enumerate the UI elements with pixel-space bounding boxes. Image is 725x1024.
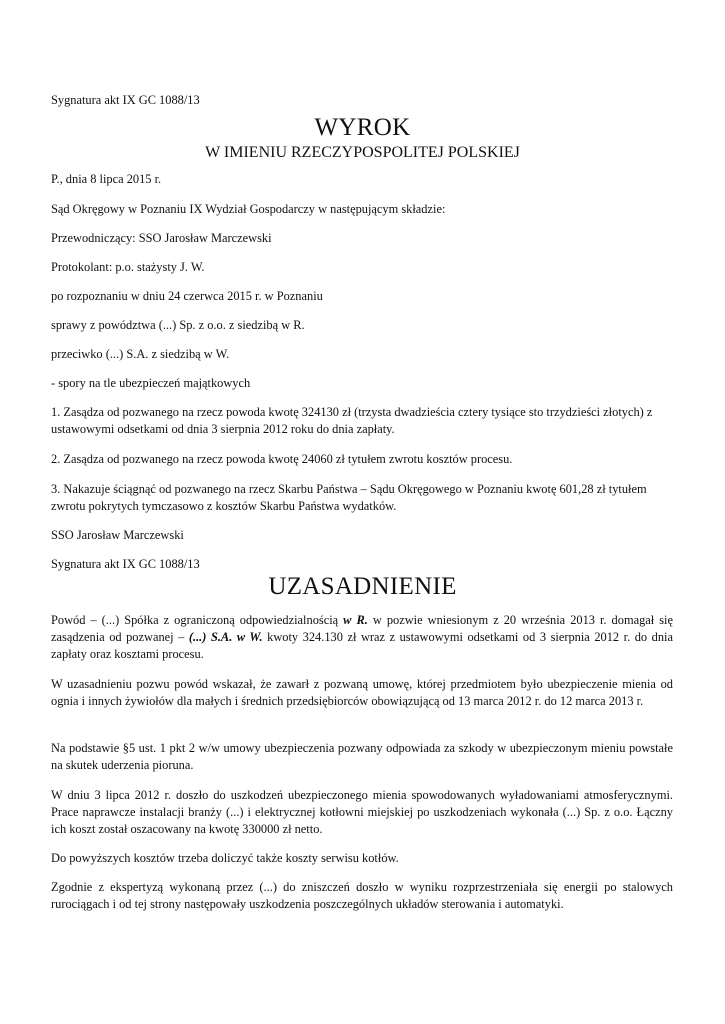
- justification-paragraph-5: Do powyższych kosztów trzeba doliczyć także koszty serwisu kotłów.: [51, 851, 399, 865]
- court-clerk: Protokolant: p.o. stażysty J. W.: [51, 260, 205, 274]
- justification-paragraph-3: Na podstawie §5 ust. 1 pkt 2 w/w umowy ubezpieczenia pozwany odpowiada za szkody w ubezpieczonym mieniu powstałe na skutek uderzenia pioruna.: [51, 741, 673, 773]
- verdict-point-2: 2. Zasądza od pozwanego na rzecz powoda kwotę 24060 zł tytułem zwrotu kosztów procesu.: [51, 452, 513, 466]
- p1-bold-b: (...) S.A. w W.: [188, 630, 263, 645]
- case-signature-2: Sygnatura akt IX GC 1088/13: [51, 557, 200, 571]
- judge-signature: SSO Jarosław Marczewski: [51, 528, 184, 542]
- p1-text-c: kwoty 324.130 zł wraz z ustawowymi odsetkami od 3 sierpnia 2012 r. do dnia zapłaty oraz kosztami procesu.: [51, 630, 673, 662]
- justification-paragraph-4: W dniu 3 lipca 2012 r. doszło do uszkodzeń ubezpieczonego mienia spowodowanych wyładowaniami atmosferycznymi. Prace naprawcze instalacji branży (...) i elektrycznej kotłowni miejskiej po uszkodzeniach wykonała (...) Sp. z o.o. Łączny ich koszt został oszacowany na kwotę 330000 zł netto.: [51, 788, 673, 837]
- case-signature: Sygnatura akt IX GC 1088/13: [51, 93, 200, 107]
- p1-bold-a: w R.: [343, 613, 368, 627]
- place-date: P., dnia 8 lipca 2015 r.: [51, 172, 162, 186]
- p1-text-b: w pozwie wniesionym z 20 września 2013 r. domagał się zasądzenia od pozwanej –: [51, 613, 673, 645]
- presiding-judge: Przewodniczący: SSO Jarosław Marczewski: [51, 231, 272, 245]
- case-defendant: przeciwko (...) S.A. z siedzibą w W.: [51, 347, 230, 361]
- justification-paragraph-2: W uzasadnieniu pozwu powód wskazał, że zawarł z pozwaną umowę, której przedmiotem było ubezpieczenie mienia od ognia i innych żywiołów dla małych i średnich przedsiębiorców obowiązującą od 13 marca 2012 r. do 12 marca 2013 r.: [51, 677, 673, 709]
- court-composition: Sąd Okręgowy w Poznaniu IX Wydział Gospodarczy w następującym składzie:: [51, 202, 446, 216]
- verdict-point-1: 1. Zasądza od pozwanego na rzecz powoda kwotę 324130 zł (trzysta dwadzieścia cztery tysiące sto trzydzieści złotych) z ustawowymi odsetkami od dnia 3 sierpnia 2012 roku do dnia zapłaty.: [51, 405, 653, 437]
- justification-paragraph-6: Zgodnie z ekspertyzą wykonaną przez (...) do zniszczeń doszło w wyniku rozprzestrzeniała się energii po stalowych rurociągach i od tej strony następowały uszkodzenia poszczególnych układów sterowania i automatyki.: [51, 880, 673, 912]
- verdict-point-3: 3. Nakazuje ściągnąć od pozwanego na rzecz Skarbu Państwa – Sądu Okręgowego w Poznaniu kwotę 601,28 zł tytułem zwrotu pokrytych tymczasowo z kosztów Skarbu Państwa wydatków.: [51, 482, 647, 514]
- case-plaintiff: sprawy z powództwa (...) Sp. z o.o. z siedzibą w R.: [51, 318, 305, 332]
- case-subject: - spory na tle ubezpieczeń majątkowych: [51, 376, 251, 390]
- justification-paragraph-1: [51, 612, 673, 664]
- hearing-info: po rozpoznaniu w dniu 24 czerwca 2015 r. w Poznaniu: [51, 289, 323, 303]
- justification-title: UZASADNIENIE: [268, 573, 457, 600]
- verdict-title: WYROK: [314, 114, 411, 141]
- verdict-subtitle: W IMIENIU RZECZYPOSPOLITEJ POLSKIEJ: [205, 144, 520, 161]
- p1-text-a: Powód – (...) Spółka z ograniczoną odpowiedzialnością: [51, 613, 344, 627]
